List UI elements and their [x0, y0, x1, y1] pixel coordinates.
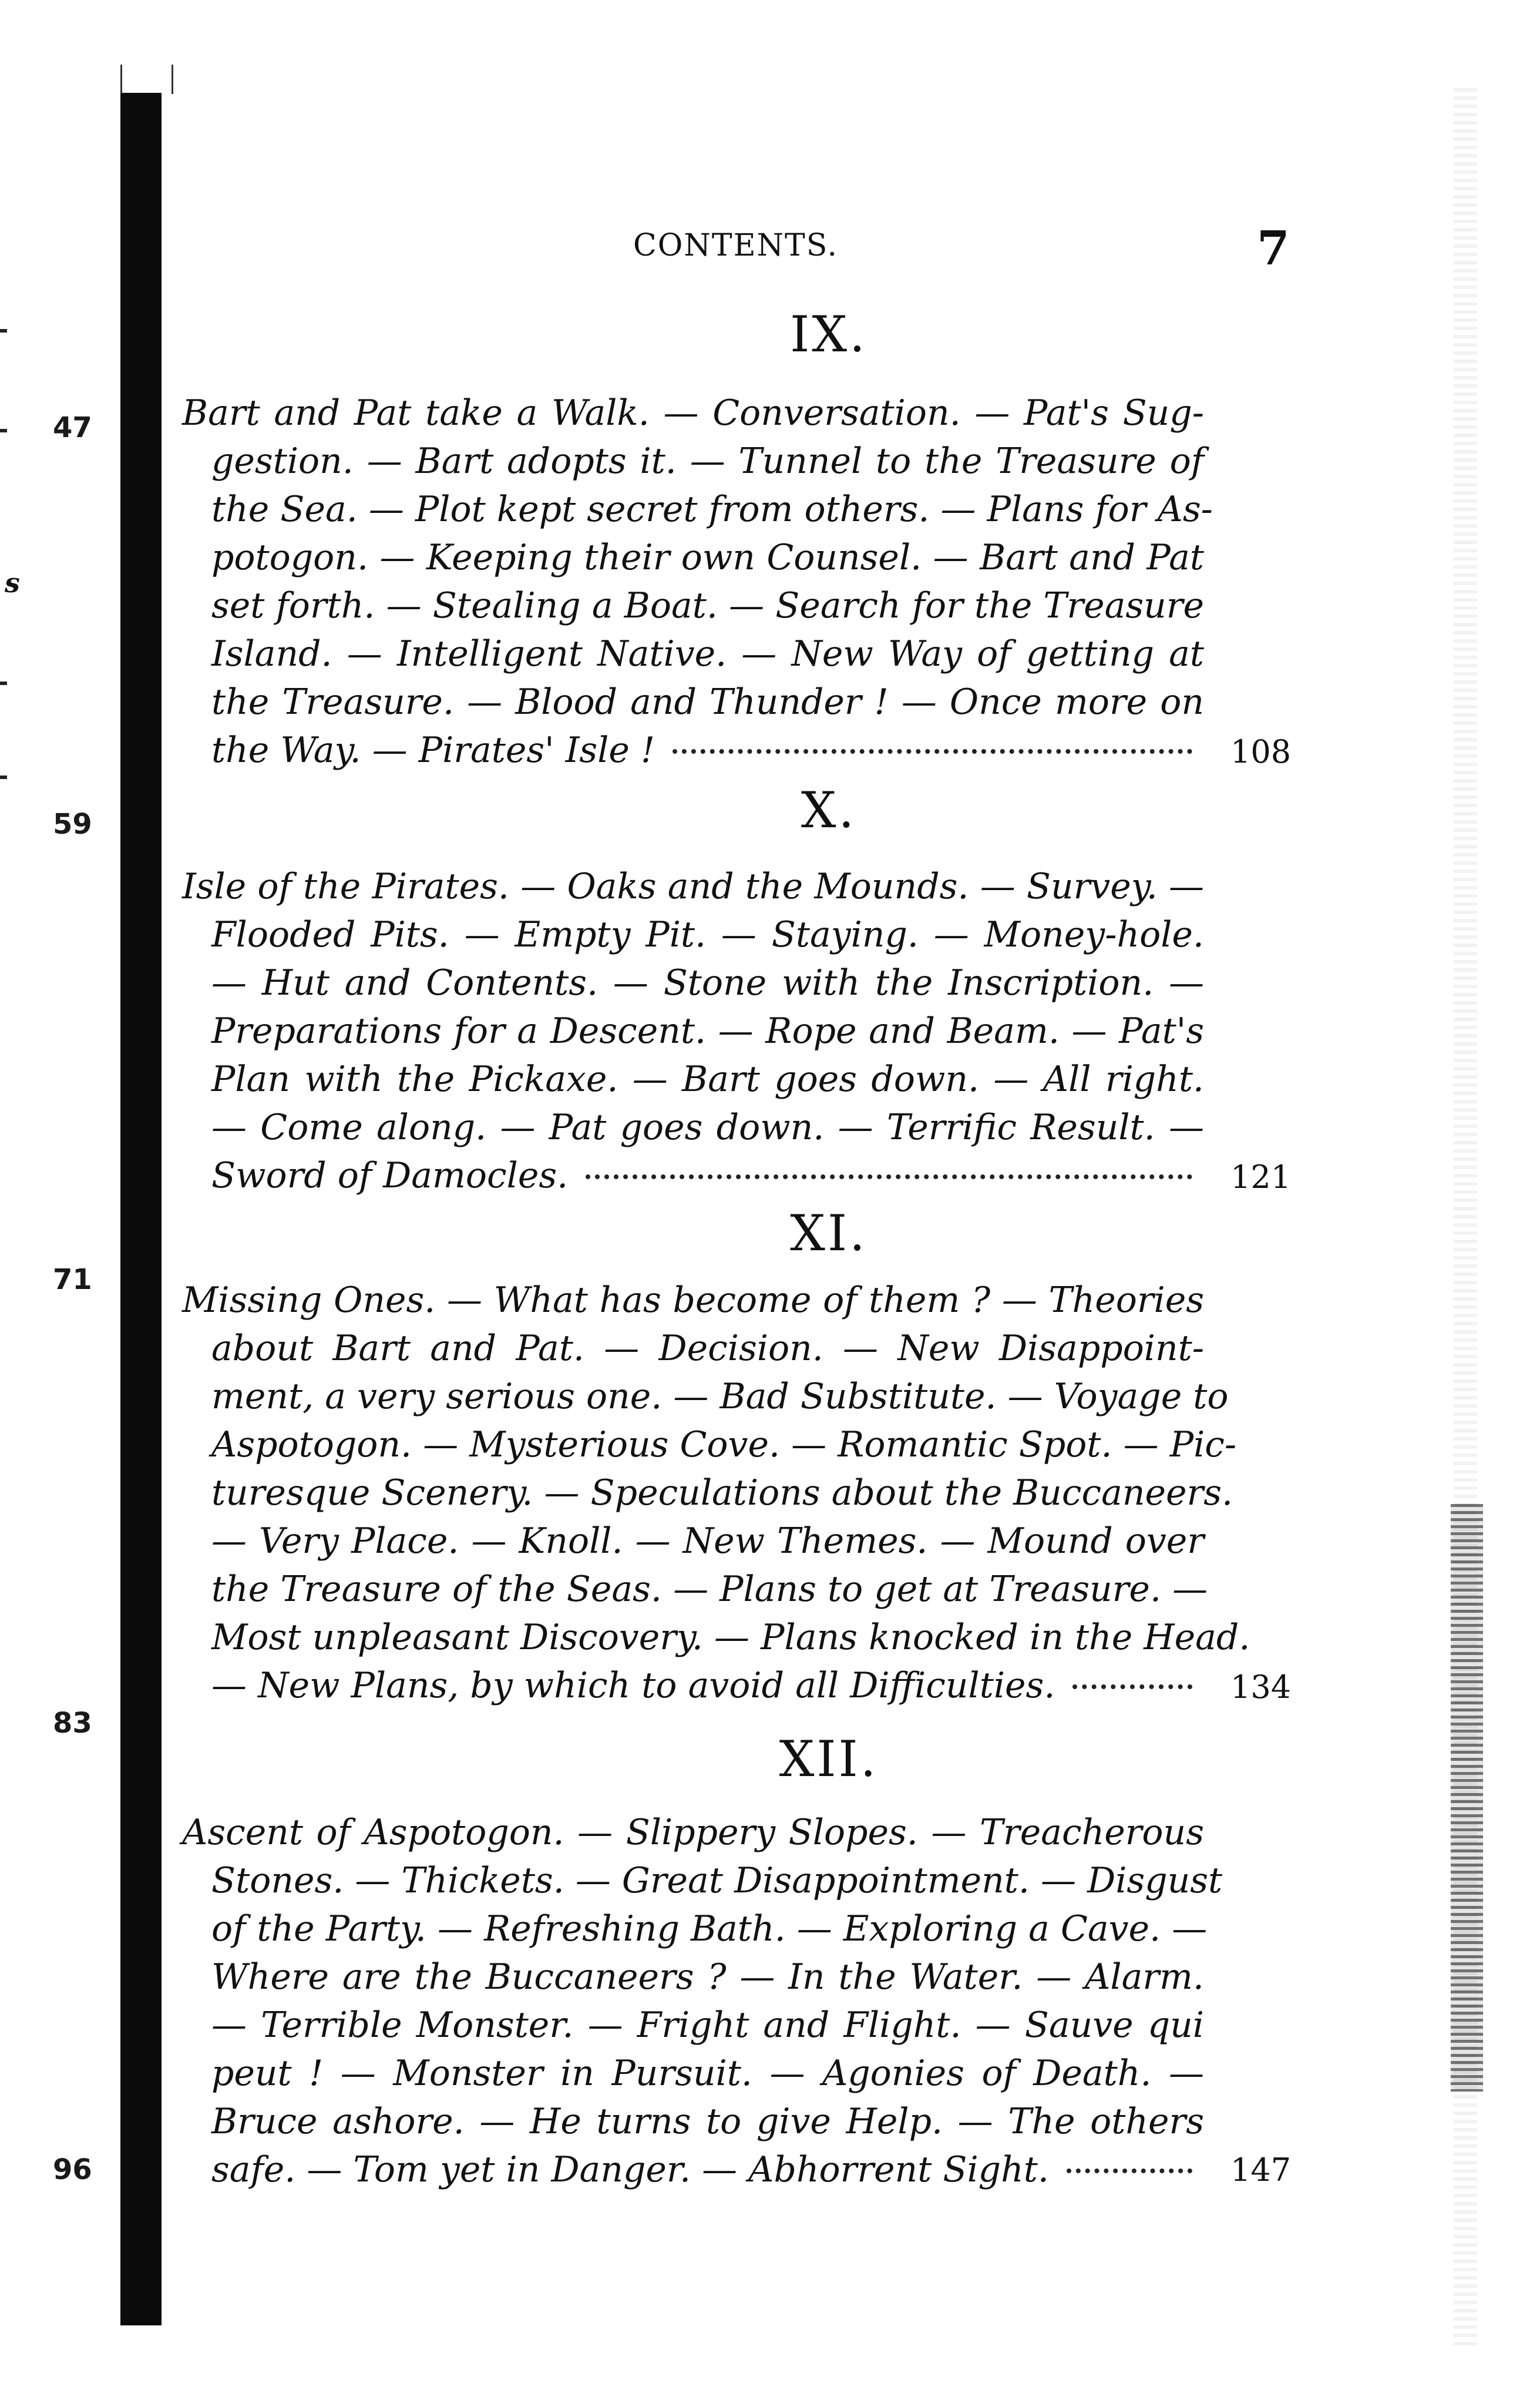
chapter-page-number: 134: [1230, 1669, 1292, 1706]
dot-leaders: [1072, 1684, 1192, 1689]
synopsis-line: Island. — Intelligent Native. — New Way of getting at: [211, 633, 1204, 674]
facing-page-number: 47: [53, 411, 92, 444]
facing-page-number: 83: [53, 1707, 92, 1740]
synopsis-line: Stones. — Thickets. — Great Disappointment. — Disgust: [211, 1860, 1223, 1901]
synopsis-line: about Bart and Pat. — Decision. — New Disappoint-: [211, 1328, 1204, 1369]
synopsis-line: the Treasure. — Blood and Thunder ! — Once more on: [211, 682, 1204, 723]
dot-leaders: [673, 749, 1192, 754]
chapter-synopsis: [182, 1276, 1250, 1710]
synopsis-line: — Very Place. — Knoll. — New Themes. — Mound over: [211, 1520, 1204, 1562]
left-edge-mark: [0, 682, 7, 685]
synopsis-line: turesque Scenery. — Speculations about the Buccaneers.: [211, 1472, 1233, 1513]
synopsis-line: Ascent of Aspotogon. — Slippery Slopes. — Treacherous: [182, 1812, 1204, 1853]
synopsis-last-line: [182, 2146, 1204, 2194]
chapter-number: XII.: [779, 1730, 879, 1788]
synopsis-line: set forth. — Stealing a Boat. — Search for the Treasure: [211, 585, 1204, 626]
synopsis-line: Bart and Pat take a Walk. — Conversation. — Pat's Sug-: [182, 392, 1204, 434]
dot-leaders: [1067, 2169, 1192, 2173]
chapter-number: XI.: [790, 1204, 867, 1262]
synopsis-line: — Come along. — Pat goes down. — Terrific Result. —: [211, 1107, 1204, 1148]
facing-page-letter: s: [5, 567, 20, 599]
synopsis-line: Missing Ones. — What has become of them ? — Theories: [182, 1280, 1204, 1321]
chapter-synopsis: [182, 1808, 1223, 2194]
synopsis-line: of the Party. — Refreshing Bath. — Exploring a Cave. —: [211, 1908, 1208, 1949]
facing-page-number: 96: [53, 2153, 92, 2186]
page-number: 7: [1257, 220, 1290, 276]
synopsis-line: potogon. — Keeping their own Counsel. — Bart and Pat: [211, 537, 1204, 578]
facing-page-number: 71: [53, 1263, 92, 1296]
chapter-number: IX.: [790, 306, 867, 363]
synopsis-line: the Way. — Pirates' Isle !: [211, 730, 655, 771]
synopsis-line: the Sea. — Plot kept secret from others. — Plans for As-: [211, 489, 1213, 530]
synopsis-last-line: [182, 1152, 1204, 1200]
synopsis-line: — Hut and Contents. — Stone with the Inscription. —: [211, 962, 1204, 1003]
synopsis-line: Sword of Damocles.: [211, 1155, 569, 1196]
left-edge-mark: [0, 776, 7, 779]
chapter-page-number: 121: [1230, 1159, 1292, 1196]
synopsis-line: Where are the Buccaneers ? — In the Water. — Alarm.: [211, 1956, 1204, 1998]
chapter-synopsis: [182, 862, 1204, 1200]
synopsis-line: Preparations for a Descent. — Rope and Beam. — Pat's: [211, 1011, 1204, 1052]
synopsis-line: gestion. — Bart adopts it. — Tunnel to the Treasure of: [211, 441, 1204, 482]
synopsis-line: — New Plans, by which to avoid all Difficulties.: [211, 1665, 1055, 1706]
dot-leaders: [586, 1174, 1192, 1179]
chapter-synopsis: [182, 389, 1213, 774]
gutter-edge-mark: [120, 65, 173, 94]
synopsis-last-line: [182, 1661, 1204, 1710]
synopsis-line: ment, a very serious one. — Bad Substitute. — Voyage to: [211, 1376, 1229, 1417]
synopsis-line: peut ! — Monster in Pursuit. — Agonies of Death. —: [211, 2053, 1204, 2094]
right-edge-scan-noise-dark: [1451, 1504, 1483, 2092]
chapter-number: X.: [801, 781, 857, 839]
synopsis-line: — Terrible Monster. — Fright and Flight. — Sauve qui: [211, 2005, 1204, 2046]
facing-page-number: 59: [53, 808, 92, 841]
synopsis-line: Aspotogon. — Mysterious Cove. — Romantic Spot. — Pic-: [211, 1424, 1237, 1465]
chapter-page-number: 147: [1230, 2151, 1292, 2188]
synopsis-last-line: [182, 726, 1204, 774]
synopsis-line: Flooded Pits. — Empty Pit. — Staying. — Money-hole.: [211, 914, 1204, 955]
synopsis-line: Plan with the Pickaxe. — Bart goes down. — All right.: [211, 1059, 1204, 1100]
synopsis-line: Bruce ashore. — He turns to give Help. — The others: [211, 2101, 1204, 2142]
chapter-page-number: 108: [1230, 733, 1292, 770]
synopsis-line: safe. — Tom yet in Danger. — Abhorrent Sight.: [211, 2149, 1049, 2190]
synopsis-line: Most unpleasant Discovery. — Plans knocked in the Head.: [211, 1617, 1250, 1658]
synopsis-line: Isle of the Pirates. — Oaks and the Mounds. — Survey. —: [182, 866, 1204, 907]
synopsis-line: the Treasure of the Seas. — Plans to get at Treasure. —: [211, 1569, 1208, 1610]
running-head: CONTENTS.: [633, 228, 839, 263]
left-edge-mark: [0, 429, 7, 432]
